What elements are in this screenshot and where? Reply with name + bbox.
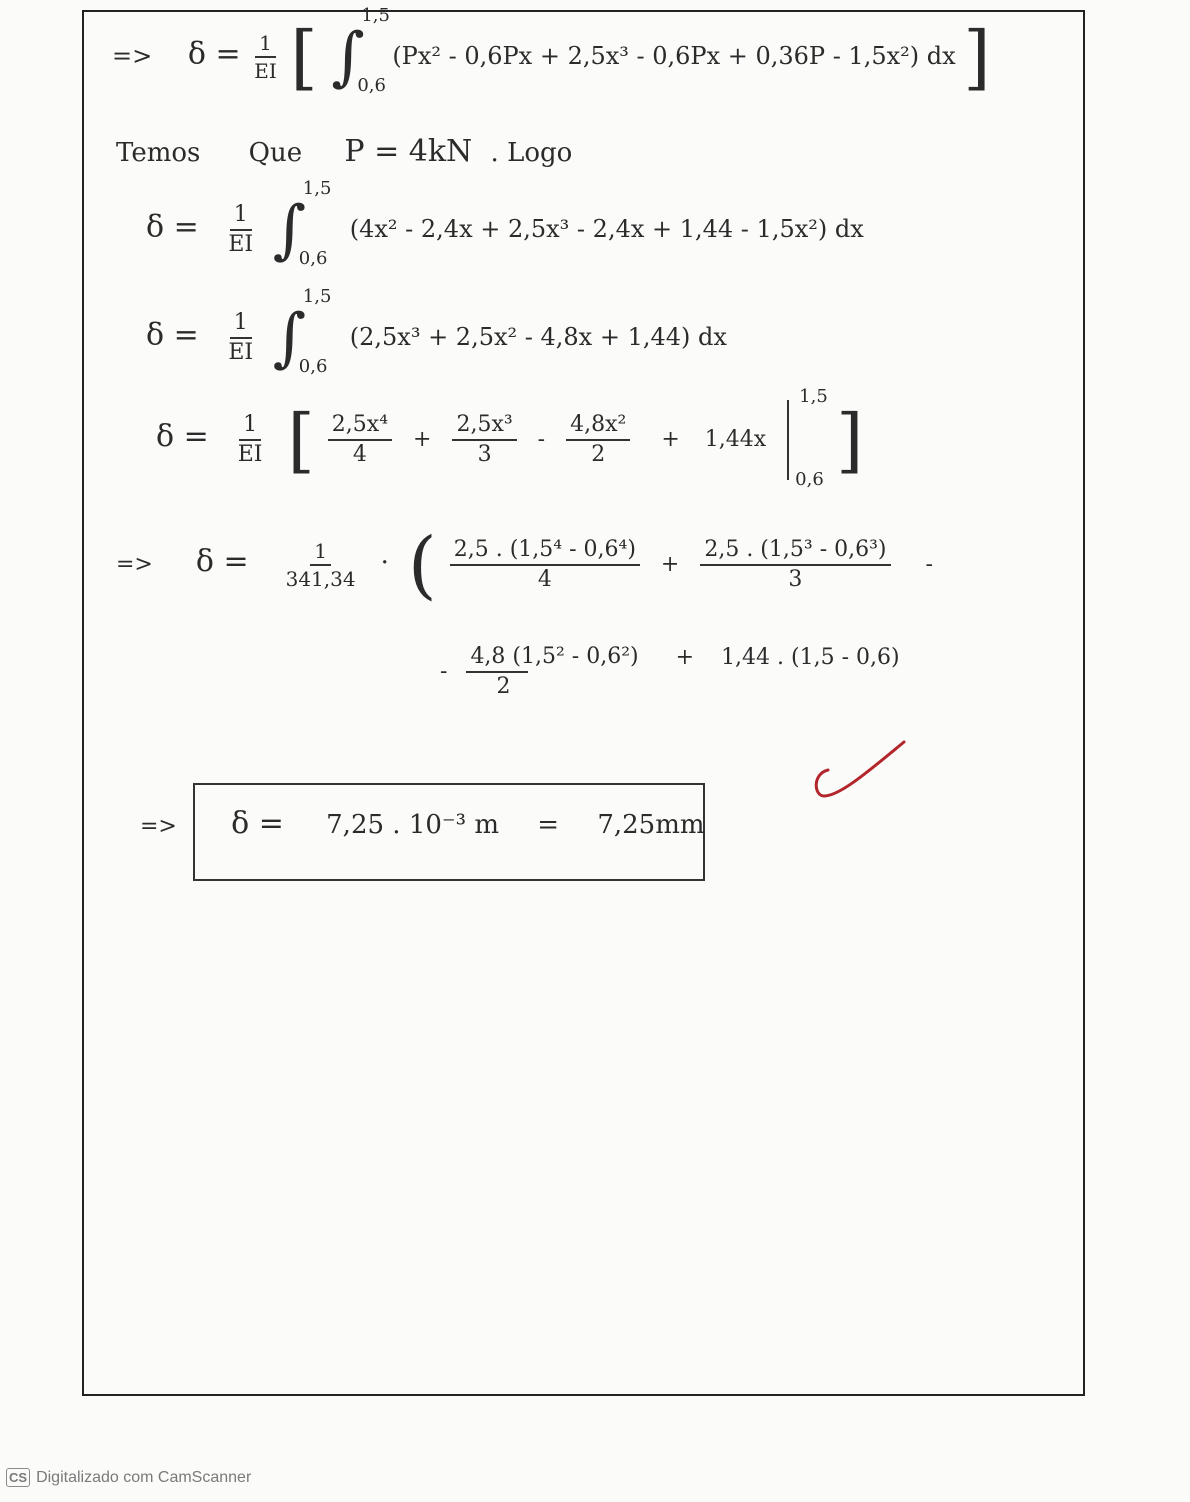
delta-lhs: δ = (195, 544, 249, 579)
evaluation-bar: 1,5 0,6 (787, 400, 829, 480)
camscanner-logo-icon: CS (6, 1468, 30, 1487)
integral-sign: ∫ 1,5 0,6 (272, 286, 332, 377)
integral-sign: ∫ 1,5 0,6 (331, 5, 390, 96)
implies-arrow: => (140, 814, 177, 839)
equals-sign: = (537, 810, 560, 840)
one-over-ei: $\frac{1}{EI}$ (254, 31, 277, 83)
deflection-mm: 7,25mm (597, 810, 705, 840)
integral-sign: ∫ 1,5 0,6 (272, 178, 332, 269)
implies-arrow: => (116, 552, 153, 577)
equation-line-5 (156, 386, 864, 490)
equation-line-7 (440, 645, 900, 699)
operator: - (537, 427, 546, 452)
word-que: Que (248, 138, 303, 168)
equation-line-1 (112, 5, 991, 98)
integrand: (2,5x³ + 2,5x² - 4,8x + 1,44) dx (349, 322, 727, 351)
load-value: P = 4kN (344, 134, 473, 169)
scanner-footer (6, 1468, 251, 1487)
delta-lhs: δ = (187, 36, 241, 72)
delta-lhs: δ = (146, 317, 199, 353)
term-b: $\frac{\text{2,5 . (1,5³ - 0,6³)}}{3}$ (700, 538, 890, 592)
delta-lhs: δ = (156, 419, 209, 454)
check-mark-icon (810, 740, 910, 802)
delta-lhs: δ = (231, 806, 284, 841)
term-c: $\frac{\text{4,8 (1,5² - 0,6²)}}{2}$ (466, 645, 642, 699)
one-over-ei-value: $\frac{1}{341,34}$ (285, 539, 356, 591)
term-1: $\frac{\text{2,5x⁴}}{4}$ (328, 413, 392, 467)
term-4: 1,44x (704, 427, 767, 452)
close-bracket: ] (963, 16, 991, 98)
word-temos: Temos (116, 138, 201, 168)
delta-lhs: δ = (146, 209, 199, 245)
one-over-ei: $\frac{1}{EI}$ (228, 309, 254, 365)
result-line (140, 806, 705, 841)
operator: + (413, 427, 432, 452)
scanner-text: Digitalizado com CamScanner (36, 1468, 252, 1486)
dot-operator: · (380, 548, 389, 578)
text-line-given (116, 134, 572, 169)
equation-line-4 (146, 286, 727, 377)
implies-arrow: => (112, 41, 153, 70)
operator: - (925, 552, 933, 577)
integrand: (4x² - 2,4x + 2,5x³ - 2,4x + 1,44 - 1,5x²) dx (349, 214, 864, 243)
integrand: (Px² - 0,6Px + 2,5x³ - 0,6Px + 0,36P - 1,5x²) dx (392, 41, 956, 70)
term-a: $\frac{\text{2,5 . (1,5⁴ - 0,6⁴)}}{4}$ (450, 538, 640, 592)
open-bracket: [ (290, 16, 318, 98)
deflection-value: 7,25 . 10⁻³ m (326, 810, 499, 840)
operator: + (661, 427, 680, 452)
equation-line-6 (116, 522, 933, 608)
term-2: $\frac{\text{2,5x³}}{3}$ (452, 413, 516, 467)
close-bracket: ] (836, 399, 864, 481)
term-d: 1,44 . (1,5 - 0,6) (721, 645, 900, 670)
term-3: $\frac{\text{4,8x²}}{2}$ (566, 413, 630, 467)
one-over-ei: $\frac{1}{EI}$ (237, 411, 263, 467)
equation-line-3 (146, 178, 864, 269)
operator: + (660, 552, 680, 577)
one-over-ei: $\frac{1}{EI}$ (228, 201, 254, 257)
open-paren: ( (407, 522, 437, 608)
operator: - (440, 659, 448, 685)
open-bracket: [ (287, 399, 315, 481)
operator: + (675, 645, 695, 670)
word-logo: . Logo (490, 138, 573, 168)
